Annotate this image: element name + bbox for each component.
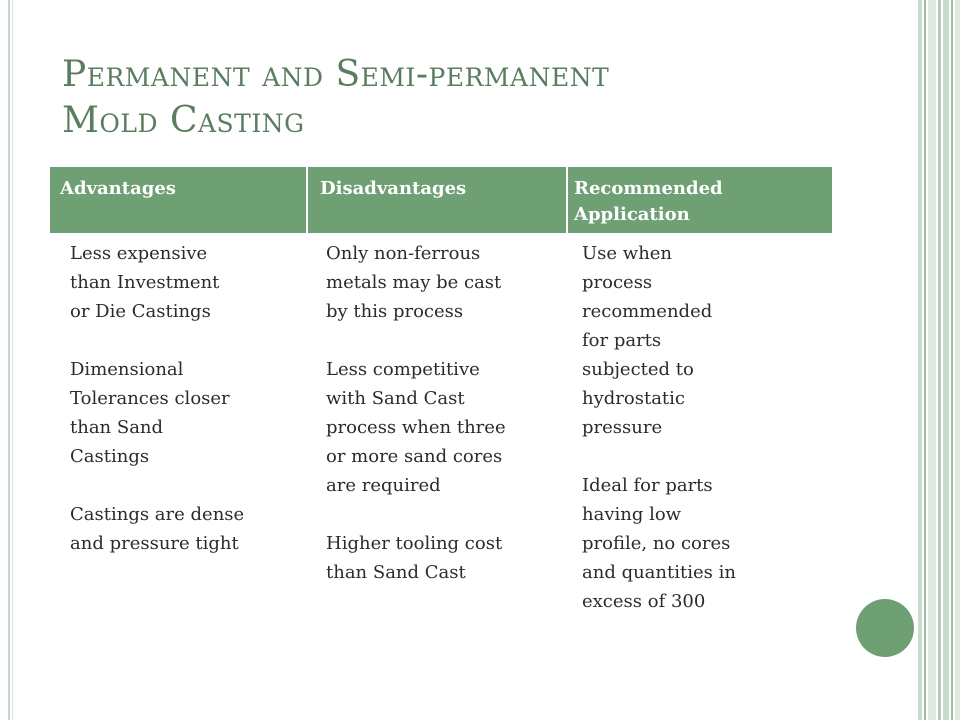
stripe xyxy=(924,0,926,720)
right-decorative-stripes xyxy=(918,0,960,720)
decorative-circle xyxy=(856,599,914,657)
disadvantages-column xyxy=(308,239,568,645)
advantage-item: Less expensive than Investment or Die Castings xyxy=(70,243,220,322)
disadvantage-item: Less competitive with Sand Cast process when three or more sand cores are required xyxy=(326,359,506,496)
header-disadvantages: Disadvantages xyxy=(308,167,568,233)
stripe xyxy=(951,0,953,720)
table-body xyxy=(50,239,832,645)
header-recommended-application: Recommended Application xyxy=(574,178,723,225)
application-item: Ideal for parts having low profile, no cores and quantities in excess of 300 xyxy=(582,475,736,612)
stripe xyxy=(928,0,936,720)
disadvantage-item: Higher tooling cost than Sand Cast xyxy=(326,533,503,583)
left-frame-line xyxy=(8,0,10,720)
slide-title-line-2: Mold Casting xyxy=(62,100,305,141)
advantages-column xyxy=(50,239,308,645)
application-item: Use when process recommended for parts subjected to hydrostatic pressure xyxy=(582,243,713,438)
recommended-application-column xyxy=(568,239,832,645)
advantage-item: Dimensional Tolerances closer than Sand Castings xyxy=(70,359,230,467)
slide-title xyxy=(62,52,882,144)
stripe xyxy=(943,0,949,720)
header-advantages: Advantages xyxy=(50,167,308,233)
disadvantage-item: Only non-ferrous metals may be cast by this process xyxy=(326,243,502,322)
stripe xyxy=(938,0,941,720)
comparison-table xyxy=(50,167,832,645)
left-frame-line-inner xyxy=(12,0,13,720)
advantage-item: Castings are dense and pressure tight xyxy=(70,504,245,554)
table-header-row xyxy=(50,167,832,233)
stripe xyxy=(918,0,922,720)
slide-title-line-1: Permanent and Semi-permanent xyxy=(62,54,610,95)
stripe xyxy=(955,0,960,720)
